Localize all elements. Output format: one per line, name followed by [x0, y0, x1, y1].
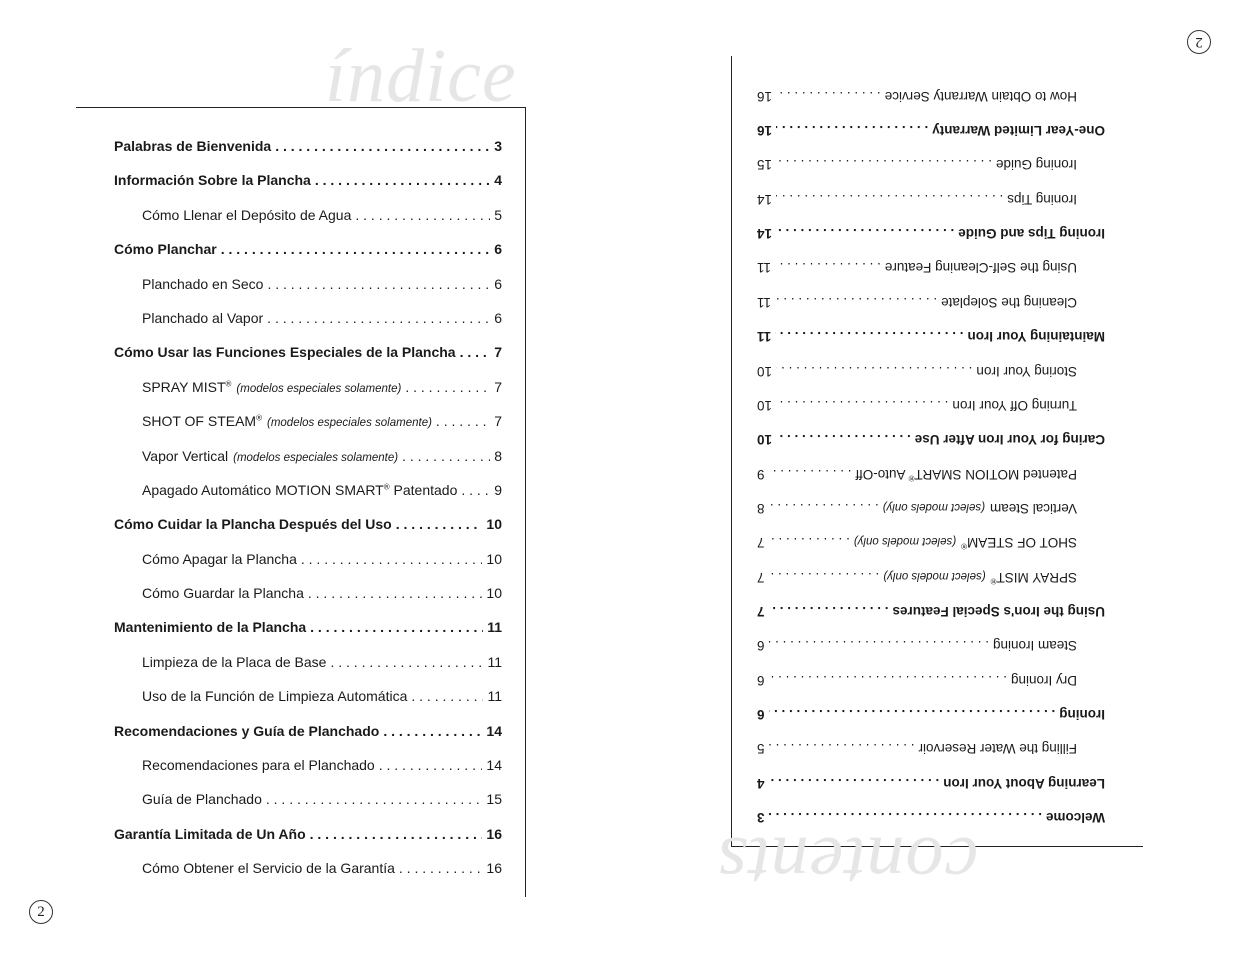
toc-entry-page: 14	[486, 722, 502, 739]
toc-entry	[114, 679, 502, 713]
toc-entry	[114, 851, 502, 885]
toc-list-en	[757, 78, 1105, 834]
toc-entry-page: 11	[487, 688, 502, 705]
toc-entry-page: 10	[486, 516, 502, 533]
toc-entry-title: Apagado Automático MOTION SMART	[142, 481, 384, 498]
toc-entry-page: 6	[757, 706, 765, 722]
toc-entry-label	[142, 782, 262, 816]
toc-entry-title: One-Year Limited Warranty	[932, 123, 1105, 139]
toc-entry	[757, 731, 1105, 765]
toc-entry-page: 7	[757, 603, 765, 619]
dot-leader	[355, 198, 490, 232]
toc-entry-title: Vapor Vertical	[142, 447, 229, 464]
toc-entry	[114, 335, 502, 369]
contents-watermark: contents	[717, 821, 979, 905]
dot-leader	[275, 129, 490, 163]
toc-entry-label	[885, 250, 1077, 284]
dot-leader	[769, 697, 1056, 731]
dot-leader	[315, 163, 490, 197]
toc-entry-page: 6	[757, 638, 765, 654]
toc-entry-note: (select models only)	[853, 535, 957, 548]
toc-entry-page: 14	[486, 757, 502, 774]
toc-entry	[757, 697, 1105, 731]
dot-leader	[775, 319, 963, 353]
dot-leader	[221, 232, 491, 266]
right-page-number: 2	[1187, 30, 1211, 54]
toc-entry-title: Using the Iron's Special Features	[892, 603, 1105, 619]
toc-entry-page: 11	[757, 329, 772, 345]
registered-mark: ®	[990, 576, 997, 586]
toc-entry	[114, 267, 502, 301]
toc-entry	[757, 525, 1105, 559]
toc-entry-page: 9	[757, 466, 765, 482]
indice-watermark: índice	[325, 34, 517, 118]
toc-entry	[757, 559, 1105, 593]
toc-entry-page: 7	[494, 344, 502, 361]
toc-entry-suffix: Auto-Off	[855, 466, 909, 482]
toc-entry-label	[114, 129, 271, 163]
dot-leader	[776, 388, 948, 422]
toc-entry-title: Learning About Your Iron	[943, 775, 1105, 791]
toc-entry-title: Caring for Your Iron After Use	[914, 432, 1105, 448]
dot-leader	[776, 216, 954, 250]
toc-entry-label	[968, 319, 1106, 353]
toc-entry-title: SHOT OF STEAM	[966, 535, 1077, 551]
dot-leader	[775, 250, 881, 284]
toc-entry-page: 6	[757, 672, 765, 688]
toc-entry-page: 11	[487, 653, 502, 670]
toc-entry-page: 6	[494, 275, 502, 292]
toc-entry	[114, 404, 502, 438]
toc-entry-page: 15	[757, 157, 773, 173]
toc-entry-title: Filling the Water Reservoir	[918, 741, 1077, 757]
dot-leader	[267, 301, 490, 335]
dot-leader	[405, 370, 490, 404]
toc-entry-title: Cómo Apagar la Plancha	[142, 550, 297, 567]
toc-entry-title: SPRAY MIST	[996, 569, 1077, 585]
toc-entry-page: 8	[757, 500, 765, 516]
toc-entry-label	[932, 113, 1105, 147]
toc-entry-label	[1011, 662, 1077, 696]
toc-entry-label	[918, 731, 1077, 765]
dot-leader	[769, 559, 880, 593]
dot-leader	[267, 267, 490, 301]
toc-entry-title: Storing Your Iron	[976, 363, 1077, 379]
toc-entry-page: 11	[757, 260, 772, 276]
toc-entry	[114, 129, 502, 163]
toc-entry-title: Palabras de Bienvenida	[114, 138, 272, 154]
toc-entry-title: Información Sobre la Plancha	[114, 172, 311, 189]
toc-entry-label	[958, 216, 1105, 250]
toc-entry	[757, 765, 1105, 799]
toc-entry-note: (modelos especiales solamente)	[236, 382, 402, 395]
dot-leader	[769, 628, 989, 662]
toc-entry-note: (select models only)	[882, 500, 985, 513]
toc-entry-title: Cleaning the Soleplate	[941, 294, 1077, 310]
toc-entry-title: Maintaining Your Iron	[967, 329, 1105, 345]
toc-entry-label	[114, 232, 217, 266]
dot-leader	[776, 147, 992, 181]
toc-entry-label	[142, 576, 304, 610]
toc-entry-label	[993, 628, 1077, 662]
toc-entry	[757, 353, 1105, 387]
toc-entry-title: Steam Ironing	[992, 638, 1077, 654]
toc-entry-title: Dry Ironing	[1010, 672, 1077, 688]
toc-entry-page: 3	[757, 810, 765, 825]
toc-entry	[757, 181, 1105, 215]
dot-leader	[330, 645, 483, 679]
toc-entry	[114, 473, 502, 507]
toc-entry	[757, 662, 1105, 696]
toc-entry-label	[943, 765, 1105, 799]
toc-entry-title: Ironing	[1059, 706, 1105, 722]
dot-leader	[769, 765, 940, 799]
toc-entry	[114, 714, 502, 748]
toc-entry-label	[114, 714, 379, 748]
dot-leader	[775, 285, 937, 319]
right-side-rule	[731, 56, 732, 846]
toc-entry-page: 6	[494, 309, 502, 326]
toc-entry-page: 7	[494, 413, 502, 430]
toc-entry-label	[142, 198, 351, 232]
toc-entry	[757, 250, 1105, 284]
toc-entry-page: 10	[486, 585, 502, 602]
dot-leader	[399, 851, 483, 885]
toc-entry-label	[990, 491, 1077, 525]
dot-leader	[310, 817, 483, 851]
toc-entry-label	[114, 817, 306, 851]
dot-leader	[436, 404, 490, 438]
toc-entry-title: SPRAY MIST	[142, 378, 226, 395]
toc-entry-title: Cómo Cuidar la Plancha Después del Uso	[114, 516, 392, 533]
toc-entry	[114, 610, 502, 644]
toc-entry	[114, 370, 502, 404]
toc-entry-page: 11	[487, 619, 502, 636]
toc-entry-title: Ironing Guide	[995, 157, 1077, 173]
toc-entry-page: 10	[757, 363, 773, 379]
toc-entry	[114, 645, 502, 679]
toc-entry	[757, 628, 1105, 662]
dot-leader	[769, 491, 879, 525]
toc-entry-page: 16	[757, 123, 773, 139]
toc-entry-page: 10	[486, 550, 502, 567]
registered-mark: ®	[225, 379, 232, 389]
toc-entry-title: Planchado al Vapor	[142, 309, 264, 326]
toc-entry-title: Ironing Tips	[1007, 191, 1077, 207]
toc-entry-label	[114, 163, 311, 197]
dot-leader	[776, 113, 928, 147]
toc-entry-label	[142, 748, 375, 782]
toc-entry	[114, 748, 502, 782]
toc-entry-label	[142, 473, 457, 507]
dot-leader	[776, 422, 911, 456]
dot-leader	[411, 679, 483, 713]
toc-entry	[114, 163, 502, 197]
toc-entry-page: 16	[486, 825, 502, 842]
toc-entry-title: Uso de la Función de Limpieza Automática	[142, 688, 408, 705]
toc-entry-label	[142, 439, 228, 473]
toc-entry-label	[142, 370, 231, 404]
toc-entry	[114, 576, 502, 610]
toc-entry-label	[885, 78, 1077, 112]
english-table-of-contents	[757, 61, 1105, 834]
toc-entry	[757, 147, 1105, 181]
toc-entry-page: 16	[486, 860, 502, 877]
registered-mark: ®	[256, 413, 262, 423]
toc-entry-page: 4	[757, 775, 765, 791]
toc-entry-page: 3	[494, 138, 502, 154]
toc-list-es	[114, 129, 502, 886]
toc-entry-title: Recomendaciones y Guía de Planchado	[114, 722, 380, 739]
toc-entry-label	[142, 267, 263, 301]
registered-mark: ®	[961, 541, 967, 551]
dot-leader	[383, 714, 482, 748]
left-side-rule	[525, 107, 526, 897]
toc-entry	[114, 198, 502, 232]
toc-entry	[757, 422, 1105, 456]
toc-entry-page: 7	[757, 535, 765, 551]
dot-leader	[461, 473, 490, 507]
dot-leader	[769, 594, 889, 628]
toc-entry-page: 15	[486, 791, 502, 808]
toc-entry-label	[952, 388, 1077, 422]
toc-entry-label	[991, 559, 1077, 593]
dot-leader	[308, 576, 483, 610]
toc-entry-page: 10	[757, 432, 773, 448]
toc-entry	[757, 216, 1105, 250]
toc-entry-title: Ironing Tips and Guide	[958, 226, 1105, 242]
toc-entry-page: 7	[494, 378, 502, 395]
toc-entry	[757, 388, 1105, 422]
dot-leader	[460, 335, 491, 369]
toc-entry-label	[142, 679, 407, 713]
left-top-rule	[76, 107, 526, 108]
toc-entry	[114, 301, 502, 335]
toc-entry-label	[142, 542, 297, 576]
toc-entry	[114, 542, 502, 576]
toc-entry-page: 5	[757, 741, 765, 757]
toc-entry-page: 14	[757, 191, 773, 207]
dot-leader	[310, 610, 483, 644]
toc-entry	[757, 78, 1105, 112]
toc-entry-page: 16	[757, 88, 773, 104]
toc-entry-label	[114, 335, 456, 369]
toc-entry-label	[142, 404, 262, 438]
dot-leader	[769, 525, 850, 559]
toc-entry-label	[996, 147, 1077, 181]
dot-leader	[776, 181, 1003, 215]
toc-entry-title: Recomendaciones para el Planchado	[142, 757, 375, 774]
toc-entry	[757, 319, 1105, 353]
dot-leader	[769, 662, 1007, 696]
toc-entry-title: Turning Off Your Iron	[952, 397, 1077, 413]
toc-entry-page: 7	[757, 569, 765, 585]
toc-entry-title: Cómo Guardar la Plancha	[142, 585, 304, 602]
toc-entry	[757, 594, 1105, 628]
toc-entry-note: (select models only)	[883, 569, 986, 582]
toc-entry-title: How to Obtain Warranty Service	[884, 88, 1077, 104]
dot-leader	[266, 782, 483, 816]
dot-leader	[776, 353, 972, 387]
toc-entry	[114, 439, 502, 473]
toc-entry-page: 11	[757, 294, 772, 310]
toc-entry-title: Patented MOTION SMART	[914, 466, 1077, 482]
dot-leader	[776, 78, 881, 112]
toc-entry-page: 4	[494, 172, 502, 189]
toc-entry-label	[961, 525, 1077, 559]
toc-entry	[114, 232, 502, 266]
toc-entry-label	[856, 456, 1078, 490]
toc-entry	[757, 285, 1105, 319]
toc-entry-title: Cómo Usar las Funciones Especiales de la Plancha	[114, 344, 456, 361]
toc-entry-suffix: Patentado	[389, 481, 458, 498]
toc-entry-page: 10	[757, 397, 773, 413]
toc-entry	[757, 800, 1105, 834]
toc-entry-label	[142, 645, 326, 679]
toc-entry-title: Welcome	[1045, 810, 1105, 825]
toc-entry-label	[142, 851, 395, 885]
toc-entry-page: 8	[494, 447, 502, 464]
toc-entry-note: (modelos especiales solamente)	[267, 417, 432, 430]
toc-entry-title: Guía de Planchado	[142, 791, 262, 808]
toc-entry-title: Cómo Llenar el Depósito de Agua	[142, 206, 352, 223]
dot-leader	[402, 439, 490, 473]
toc-entry-title: Garantía Limitada de Un Año	[114, 825, 306, 842]
toc-entry	[757, 491, 1105, 525]
registered-mark: ®	[908, 473, 915, 483]
toc-entry-title: Vertical Steam	[989, 500, 1077, 516]
toc-entry-label	[892, 594, 1105, 628]
toc-entry-page: 9	[494, 481, 502, 498]
dot-leader	[379, 748, 483, 782]
toc-entry-title: SHOT OF STEAM	[142, 413, 257, 430]
toc-entry-label	[114, 610, 306, 644]
toc-entry-title: Cómo Planchar	[114, 241, 217, 258]
toc-entry	[757, 113, 1105, 147]
dot-leader	[769, 800, 1042, 834]
toc-entry-title: Planchado en Seco	[142, 275, 264, 292]
toc-entry	[757, 456, 1105, 490]
left-page-number: 2	[29, 900, 53, 924]
toc-entry-title: Limpieza de la Placa de Base	[142, 653, 327, 670]
toc-entry-label	[1007, 181, 1077, 215]
toc-entry-label	[976, 353, 1077, 387]
toc-entry-page: 14	[757, 226, 773, 242]
dot-leader	[769, 731, 915, 765]
toc-entry-title: Mantenimiento de la Plancha	[114, 619, 307, 636]
toc-entry-note: (modelos especiales solamente)	[233, 451, 399, 464]
toc-entry-label	[142, 301, 263, 335]
toc-entry	[114, 782, 502, 816]
toc-entry-page: 5	[494, 206, 502, 223]
dot-leader	[301, 542, 483, 576]
toc-entry	[114, 817, 502, 851]
dot-leader	[769, 456, 852, 490]
toc-entry-label	[941, 285, 1077, 319]
toc-entry-title: Cómo Obtener el Servicio de la Garantía	[142, 860, 395, 877]
registered-mark: ®	[383, 482, 390, 492]
toc-entry-label	[114, 507, 392, 541]
toc-entry-label	[915, 422, 1105, 456]
toc-entry-page: 6	[494, 241, 502, 258]
toc-entry-title: Using the Self-Cleaning Feature	[884, 260, 1077, 276]
toc-entry	[114, 507, 502, 541]
dot-leader	[396, 507, 483, 541]
spanish-table-of-contents	[114, 129, 502, 886]
toc-entry-label	[1059, 697, 1105, 731]
toc-entry-label	[1046, 800, 1105, 834]
